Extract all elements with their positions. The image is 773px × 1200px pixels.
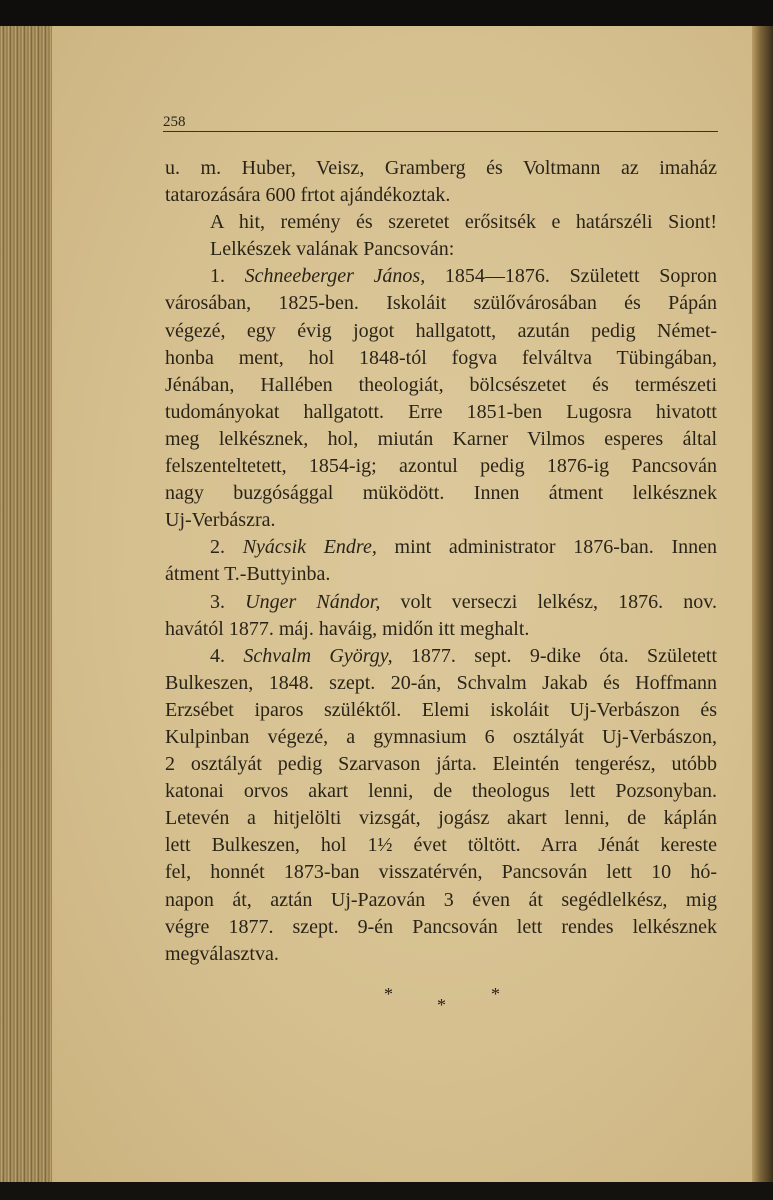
text-line	[165, 399, 717, 426]
text-segment: nagy buzgósággal müködött. Innen átment lelkésznek	[165, 482, 717, 505]
text-line	[165, 155, 717, 182]
text-line	[165, 453, 717, 480]
text-segment: tatarozására 600 frtot ajándékoztak.	[165, 184, 451, 207]
text-line	[165, 561, 717, 588]
text-segment: napon át, aztán Uj-Pazován 3 éven át segédlelkész, mig	[165, 888, 717, 911]
text-line	[165, 805, 717, 832]
text-line	[165, 589, 717, 616]
text-line	[165, 507, 717, 534]
text-line	[165, 778, 717, 805]
ornament-asterisk: *	[437, 995, 446, 1015]
text-line	[165, 914, 717, 941]
text-line	[165, 724, 717, 751]
text-segment: 4.	[210, 644, 244, 667]
text-segment: Uj-Verbászra.	[165, 509, 276, 532]
text-segment: 1.	[210, 265, 245, 288]
text-line	[165, 372, 717, 399]
text-line	[165, 236, 717, 263]
text-line	[165, 616, 717, 643]
scan-bottom-border	[0, 1182, 773, 1200]
ornament-asterisk: *	[491, 984, 500, 1004]
text-line	[165, 209, 717, 236]
text-segment: mint administrator 1876-ban. Innen	[376, 536, 717, 559]
text-segment: megválasztva.	[165, 942, 279, 965]
text-segment: Kulpinban végezé, a gymnasium 6 osztályát Uj-Verbászon,	[165, 725, 717, 748]
text-line	[165, 290, 717, 317]
text-line	[165, 318, 717, 345]
text-segment: 2 osztályát pedig Szarvason járta. Eleintén tengerész, utóbb	[165, 753, 717, 776]
text-segment: lett Bulkeszen, hol 1½ évet töltött. Arra Jénát kereste	[165, 834, 717, 857]
text-segment: 2.	[210, 536, 243, 559]
text-segment: végezé, egy évig jogot hallgatott, azután pedig Német-	[165, 319, 717, 342]
text-segment: fel, honnét 1873-ban visszatérvén, Pancsován lett 10 hó-	[165, 861, 717, 884]
text-segment: Bulkeszen, 1848. szept. 20-án, Schvalm Jakab és Hoffmann	[165, 671, 717, 694]
text-segment: Letevén a hitjelölti vizsgát, jogász akart lenni, de káplán	[165, 807, 717, 830]
page-gutter-shadow	[752, 26, 773, 1182]
text-line	[165, 643, 717, 670]
text-line	[165, 887, 717, 914]
text-segment: 3.	[210, 590, 246, 613]
page-number: 258	[163, 114, 186, 130]
text-segment: felszenteltetett, 1854-ig; azontul pedig 1876-ig Pancsován	[165, 455, 717, 478]
text-line	[165, 697, 717, 724]
text-line	[165, 670, 717, 697]
text-segment: Lelkészek valának Pancsován:	[210, 238, 455, 261]
text-segment: havától 1877. máj. haváig, midőn itt meghalt.	[165, 617, 530, 640]
text-segment: katonai orvos akart lenni, de theologus lett Pozsonyban.	[165, 780, 717, 803]
scan-top-border	[0, 0, 773, 26]
text-line	[165, 941, 717, 968]
text-segment: Jénában, Hallében theologiát, bölcsészetet és természeti	[165, 373, 717, 396]
text-segment: Erzsébet iparos szüléktől. Elemi iskoláit Uj-Verbászon és	[165, 698, 717, 721]
text-segment: tudományokat hallgatott. Erre 1851-ben Lugosra hivatott	[165, 400, 717, 423]
text-segment: honba ment, hol 1848-tól fogva felváltva Tübingában,	[165, 346, 717, 369]
person-name: Schneeberger János,	[244, 265, 426, 288]
text-segment: A hit, remény és szeretet erősitsék e határszéli Siont!	[210, 211, 717, 234]
text-line	[165, 426, 717, 453]
text-line	[165, 345, 717, 372]
text-line	[165, 859, 717, 886]
person-name: Nyácsik Endre,	[242, 536, 377, 559]
header-rule	[163, 131, 718, 132]
body-text	[165, 155, 717, 968]
text-segment: u. m. Huber, Veisz, Gramberg és Voltmann az imaház	[165, 157, 717, 179]
page-stack-edges	[0, 26, 60, 1182]
text-line	[165, 263, 717, 290]
text-line	[165, 751, 717, 778]
text-line	[165, 832, 717, 859]
text-segment: 1854—1876. Született Sopron	[425, 265, 717, 288]
text-segment: átment T.-Buttyinba.	[165, 563, 331, 586]
text-line	[165, 182, 717, 209]
text-segment: meg lelkésznek, hol, miután Karner Vilmos esperes által	[165, 427, 717, 450]
ornament-asterisk: *	[384, 984, 393, 1004]
text-line	[165, 480, 717, 507]
person-name: Schvalm György,	[243, 644, 393, 667]
text-segment: volt verseczi lelkész, 1876. nov.	[380, 590, 717, 613]
text-line	[165, 534, 717, 561]
person-name: Unger Nándor,	[245, 590, 381, 613]
text-segment: 1877. sept. 9-dike óta. Született	[392, 644, 717, 667]
text-segment: városában, 1825-ben. Iskoláit szülővárosában és Pápán	[165, 292, 717, 315]
text-segment: végre 1877. szept. 9-én Pancsován lett rendes lelkésznek	[165, 915, 717, 938]
